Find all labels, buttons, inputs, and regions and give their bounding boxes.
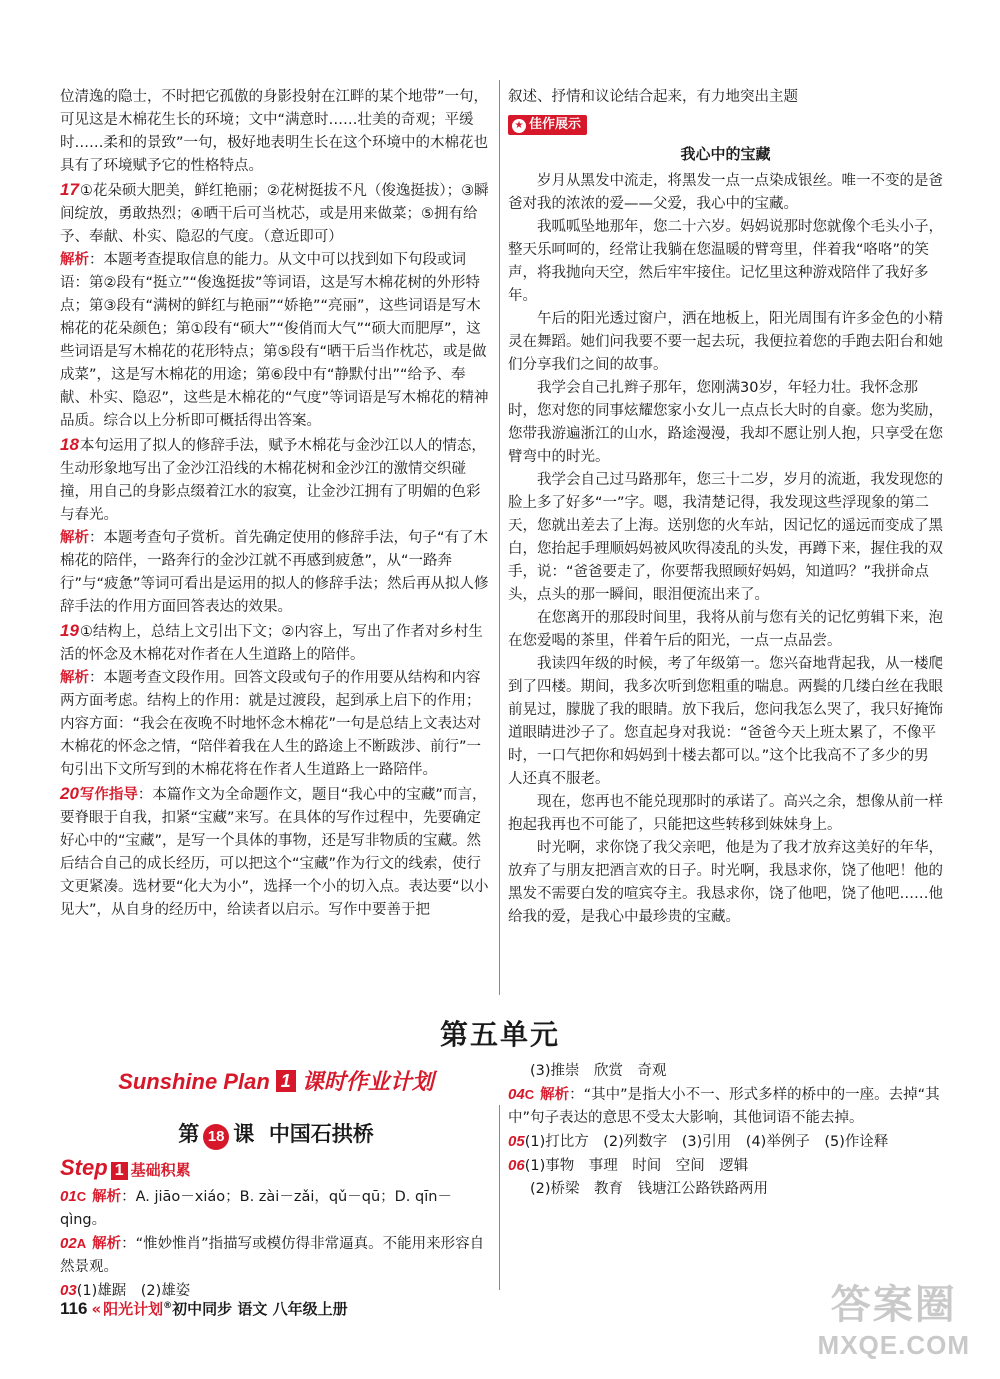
- essay-title: 我心中的宝藏: [680, 145, 771, 163]
- lesson-number-badge: 18: [203, 1124, 229, 1150]
- question-number: 19: [60, 621, 79, 640]
- question-number: 01: [60, 1188, 77, 1205]
- answer-text: ①花朵硕大肥美，鲜红艳丽；②花树挺拔不凡（俊逸挺拔）；③瞬间绽放，勇敢热烈；④晒干后可当枕芯，或是用来做菜；⑤拥有给予、奉献、朴实、隐忍的气度。（意近即可）: [60, 183, 489, 245]
- analysis-17: [60, 249, 492, 433]
- answer-text: 本句运用了拟人的修辞手法，赋予木棉花与金沙江以人的情态，生动形象地写出了金沙江沿线的木棉花树和金沙江的激情交织碰撞，用自己的身影点缀着江水的寂寞，让金沙江拥有了明媚的色彩与春光。: [60, 438, 486, 523]
- essay-paragraph: 我学会自己扎辫子那年，您刚满30岁，年轻力壮。我怀念那时，您对您的同事炫耀您家小女儿一点点长大时的自豪。您为奖励，您带我游遍浙江的山水，路途漫漫，我却不愿让别人抱，只享受在您臂弯中的时光。: [508, 380, 943, 465]
- question-number: 06: [508, 1157, 525, 1174]
- question-number: 20: [60, 784, 79, 803]
- answer-18: [60, 433, 492, 527]
- page-footer: [60, 1298, 348, 1319]
- item-text: (1)事物 事理 时间 空间 逻辑: [524, 1158, 749, 1174]
- essay-paragraph: 时光啊，求你饶了我父亲吧，他是为了我才放弃这美好的年华，放弃了与朋友把酒言欢的日子。时光啊，我恳求你，饶了他吧！他的黑发不需要白发的喧宾夺主。我恳求你，饶了他吧，饶了他吧……他给我的爱，是我心中最珍贵的宝藏。: [508, 840, 943, 925]
- lesson-prefix: 第: [178, 1121, 200, 1146]
- item-text: (2)桥梁 教育 钱塘江公路铁路两用: [530, 1181, 769, 1197]
- plan-banner-cn: 课时作业计划: [301, 1069, 434, 1094]
- answer-option: A: [76, 1236, 87, 1251]
- unit-title: 第五单元: [439, 1018, 560, 1051]
- continued-text: 叙述、抒情和议论结合起来，有力地突出主题: [508, 89, 798, 105]
- showcase-badge: [508, 115, 587, 135]
- intro-paragraph: 位清逸的隐士，不时把它孤傲的身影投射在江畔的某个地带”一句，可见这是木棉花生长的环境；文中“满意时……壮美的奇观；平缓时……柔和的景致”一句，极好地表明生长在这个环境中的木棉花也具有了环境赋予它的性格特点。: [60, 89, 489, 174]
- analysis-19: [60, 667, 492, 782]
- watermark: [818, 1273, 970, 1361]
- chevron-left-icon: «: [91, 1300, 102, 1318]
- column-divider-lower: [499, 1105, 500, 1290]
- lower-left-answers: [60, 1185, 492, 1303]
- essay-paragraph: 我学会自己过马路那年，您三十二岁，岁月的流逝，我发现您的脸上多了好多“一”字。嗯，我清楚记得，我发现这些浮现象的第二天，您就出差去了上海。送别您的火车站，因记忆的遥远而变成了黑白，您抬起手理顺妈妈被风吹得凌乱的头发，再蹲下来，握住我的双手，说：“爸爸要走了，你要帮我照顾好妈妈，知道吗？”我拼命点头，点头的那一瞬间，眼泪便流出来了。: [508, 472, 943, 603]
- item-text: (1)雄踞 (2)雄姿: [76, 1283, 191, 1299]
- question-number: 05: [508, 1133, 525, 1150]
- book-info: 初中同步 语文 八年级上册: [172, 1300, 348, 1318]
- essay-paragraph: 午后的阳光透过窗户，洒在地板上，阳光周围有许多金色的小精灵在舞蹈。她们问我要不要一起去玩，我便拉着您的手跑去阳台和她们分享我们之间的故事。: [508, 311, 943, 373]
- item-text: ：“惟妙惟肖”指描写或模仿得非常逼真。不能用来形容自然景观。: [60, 1236, 485, 1275]
- step-label: 基础积累: [130, 1161, 191, 1179]
- question-number: 04: [508, 1086, 525, 1103]
- showcase-label: 佳作展示: [529, 117, 582, 132]
- essay-body: [508, 170, 943, 929]
- analysis-label: 解析: [60, 252, 89, 268]
- item-text: ：A. jiāo－xiáo；B. zài－zǎi，qǔ－qū；D. qīn－qìng。: [60, 1189, 452, 1228]
- essay-paragraph: 我读四年级的时候，考了年级第一。您兴奋地背起我，从一楼爬到了四楼。期间，我多次听到您粗重的喘息。两鬓的几缕白丝在我眼前晃过，朦胧了我的眼睛。放下我后，您问我怎么哭了，我只好掩饰道眼睛进沙子了。您直起身对我说：“爸爸今天上班太累了，不像平时，一口气把你和妈妈到十楼去都可以。”这个比我高不了多少的男人还真不服老。: [508, 656, 943, 787]
- lower-right-answers: [508, 1060, 943, 1201]
- analysis-18: [60, 527, 492, 619]
- lesson-name: 中国石拱桥: [268, 1121, 374, 1146]
- column-divider: [499, 80, 500, 995]
- watermark-line1: 答案圈: [830, 1283, 957, 1327]
- analysis-label: 解析: [60, 530, 89, 546]
- item-text: (1)打比方 (2)列数字 (3)引用 (4)举例子 (5)作诠释: [524, 1134, 889, 1150]
- watermark-line2: MXQE.COM: [817, 1330, 970, 1360]
- question-number: 17: [60, 180, 79, 199]
- answer-option: C: [76, 1189, 87, 1204]
- step-number: 1: [111, 1162, 128, 1180]
- item-text: (3)推崇 欣赏 奇观: [530, 1063, 667, 1079]
- lesson-title: [60, 1118, 492, 1150]
- list-item: [508, 1083, 943, 1130]
- question-number: 18: [60, 435, 79, 454]
- list-item: [60, 1232, 492, 1279]
- step-heading: [60, 1155, 191, 1181]
- writing-guide-label: 写作指导: [79, 787, 138, 803]
- lesson-suffix: 课: [233, 1121, 255, 1146]
- left-column: [60, 86, 492, 922]
- answer-17: [60, 178, 492, 249]
- plan-banner: [60, 1065, 492, 1096]
- step-word: Step: [60, 1155, 108, 1180]
- item-text: ：“其中”是指大小不一、形式多样的桥中的一座。去掉“其中”句子表达的意思不受太大影响，其他词语不能去掉。: [508, 1087, 940, 1126]
- analysis-label: 解析: [540, 1087, 570, 1103]
- essay-paragraph: 现在，您再也不能兑现那时的承诺了。高兴之余，想像从前一样抱起我再也不可能了，只能把这些转移到妹妹身上。: [508, 794, 943, 833]
- analysis-label: 解析: [92, 1236, 122, 1252]
- list-item: [508, 1060, 943, 1083]
- plan-number-box: 1: [276, 1070, 296, 1092]
- list-item: [60, 1185, 492, 1232]
- page-number: 116: [60, 1299, 88, 1318]
- question-number: 02: [60, 1235, 77, 1252]
- essay-paragraph: 岁月从黑发中流走，将黑发一点一点染成银丝。唯一不变的是爸爸对我的浓浓的爱——父爱，我心中的宝藏。: [508, 173, 943, 212]
- writing-guide-text: ：本篇作文为全命题作文，题目“我心中的宝藏”而言，要脊眼于自我，扣紧“宝藏”来写。在具体的写作过程中，先要确定好心中的“宝藏”，是写一个具体的事物，还是写非物质的宝藏。然后结合自己的成长经历，可以把这个“宝藏”作为行文的线索，使行文更紧凑。选材要“化大为小”，选择一个小的切入点。表达要“以小见大”，从自身的经历中，给读者以启示。写作中要善于把: [60, 787, 489, 918]
- star-icon: ★: [512, 119, 526, 133]
- analysis-label: 解析: [92, 1189, 122, 1205]
- analysis-label: 解析: [60, 670, 89, 686]
- list-item: [508, 1154, 943, 1178]
- brand-name: 阳光计划: [103, 1300, 164, 1318]
- plan-banner-en: Sunshine Plan: [118, 1069, 270, 1094]
- list-item: [508, 1178, 943, 1201]
- answer-text: ①结构上，总结上文引出下文；②内容上，写出了作者对乡村生活的怀念及木棉花对作者在人生道路上的陪伴。: [60, 624, 483, 663]
- answer-20: [60, 782, 492, 922]
- registered-mark: ®: [163, 1301, 173, 1311]
- question-number: 03: [60, 1282, 77, 1299]
- answer-19: [60, 619, 492, 667]
- list-item: [508, 1130, 943, 1154]
- right-column: [508, 86, 943, 929]
- essay-paragraph: 在您离开的那段时间里，我将从前与您有关的记忆剪辑下来，泡在您爱喝的茶里，伴着午后的阳光，一点一点品尝。: [508, 610, 943, 649]
- analysis-text: ：本题考查提取信息的能力。从文中可以找到如下句段或词语：第②段有“挺立”“俊逸挺拔”等词语，这是写木棉花树的外形特点；第③段有“满树的鲜红与艳丽”“娇艳”“亮丽”，这些词语是写木棉花的花朵颜色；第①段有“硕大”“俊俏而大气”“硕大而肥厚”，这些词语是写木棉花的花形特点；第⑤段有“晒干后当作枕芯，或是做成菜”，这是写木棉花的用途；第⑥段中有“静默付出”“给予、奉献、朴实、隐忍”，这些是木棉花的“气度”等词语是写木棉花的精神品质。综合以上分析即可概括得出答案。: [60, 252, 489, 429]
- answer-option: C: [524, 1087, 535, 1102]
- analysis-text: ：本题考查句子赏析。首先确定使用的修辞手法，句子“有了木棉花的陪伴，一路奔行的金沙江就不再感到疲惫”，从“一路奔行”与“疲惫”等词可看出是运用的拟人的修辞手法；然后再从拟人修辞手法的作用方面回答表达的效果。: [60, 530, 489, 615]
- essay-paragraph: 我呱呱坠地那年，您二十六岁。妈妈说那时您就像个毛头小子，整天乐呵呵的，经常让我躺在您温暖的臂弯里，伴着我“咯咯”的笑声，将我抛向天空，然后牢牢接住。记忆里这种游戏陪伴了我好多年。: [508, 219, 943, 304]
- analysis-text: ：本题考查文段作用。回答文段或句子的作用要从结构和内容两方面考虑。结构上的作用：就是过渡段，起到承上启下的作用；内容方面：“我会在夜晚不时地怀念木棉花”一句是总结上文表达对木棉花的怀念之情，“陪伴着我在人生的路途上不断跋涉、前行”一句引出下文所写到的木棉花将在作者人生道路上一路陪伴。: [60, 670, 482, 778]
